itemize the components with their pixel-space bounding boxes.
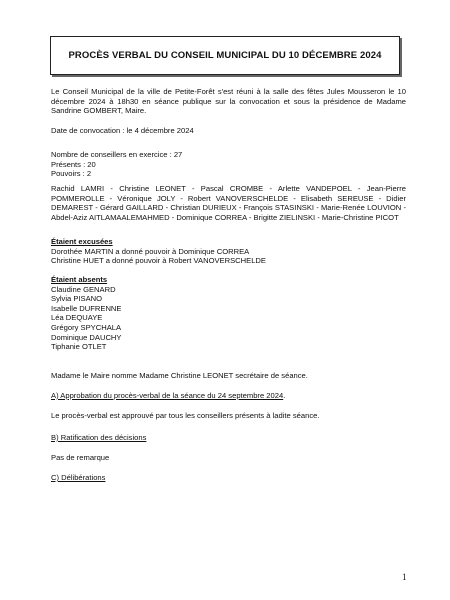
absent-item: Claudine GENARD — [51, 284, 116, 294]
section-c-heading: C) Délibérations — [51, 473, 106, 482]
section-b-heading: B) Ratification des décisions — [51, 433, 147, 442]
absent-item: Isabelle DUFRENNE — [51, 303, 122, 313]
excused-block — [51, 237, 406, 266]
section-a-heading-line — [51, 391, 406, 401]
count-exercice: Nombre de conseillers en exercice : 27 — [51, 150, 183, 159]
excused-item: Christine HUET a donné pouvoir à Robert VANOVERSCHELDE — [51, 256, 266, 266]
section-a — [51, 391, 406, 401]
absent-item: Sylvia PISANO — [51, 294, 103, 304]
document-title: PROCÈS VERBAL DU CONSEIL MUNICIPAL DU 10 DÉCEMBRE 2024 — [68, 50, 382, 61]
excused-heading: Étaient excusées — [51, 237, 113, 246]
section-a-heading: A) Approbation du procès-verbal de la séance du 24 septembre 2024 — [51, 391, 284, 400]
section-a-period: . — [283, 391, 286, 400]
section-a-text: Le procès-verbal est approuvé par tous les conseillers présents à ladite séance. — [51, 411, 320, 420]
absent-block — [51, 275, 406, 352]
secretary-line: Madame le Maire nomme Madame Christine LEONET secrétaire de séance. — [51, 371, 308, 380]
convocation-date: Date de convocation : le 4 décembre 2024 — [51, 126, 194, 135]
absent-item: Grégory SPYCHALA — [51, 322, 122, 332]
absent-item: Léa DEQUAYE — [51, 313, 103, 323]
section-b-text: Pas de remarque — [51, 453, 110, 462]
absent-item: Dominique DAUCHY — [51, 332, 122, 342]
intro-paragraph: Le Conseil Municipal de la ville de Petite-Forêt s'est réuni à la salle des fêtes Jules Mousseron le 10 décembre 2024 à 18h30 en séance publique sur la convocation et sous la présidence de Madame Sandrine GOMBERT, Maire. — [51, 87, 406, 116]
absent-heading: Étaient absents — [51, 275, 108, 284]
counts-block — [51, 150, 406, 179]
count-presents: Présents : 20 — [51, 159, 96, 169]
section-c-heading-wrap — [51, 473, 406, 483]
page-number: 1 — [402, 572, 407, 582]
excused-item: Dorothée MARTIN a donné pouvoir à Dominique CORREA — [51, 246, 250, 256]
section-b-heading-wrap — [51, 433, 406, 443]
count-pouvoirs: Pouvoirs : 2 — [51, 169, 92, 179]
title-box — [50, 36, 400, 75]
absent-item: Tiphanie OTLET — [51, 342, 107, 352]
present-members-list: Rachid LAMRI - Christine LEONET - Pascal CROMBE - Arlette VANDEPOEL - Jean-Pierre POMMEROLLE - Véronique JOLY - Robert VANOVERSCHELDE - Elisabeth SEREUSE - Didier DEMAREST - Gérard GAILLARD - Christian DURIEUX - François STASINSKI - Marie-Renée LOUVION - Abdel-Aziz AITLAMAALEMAHMED - Dominique CORREA - Brigitte ZIELINSKI - Marie-Christine PICOT — [51, 184, 406, 222]
